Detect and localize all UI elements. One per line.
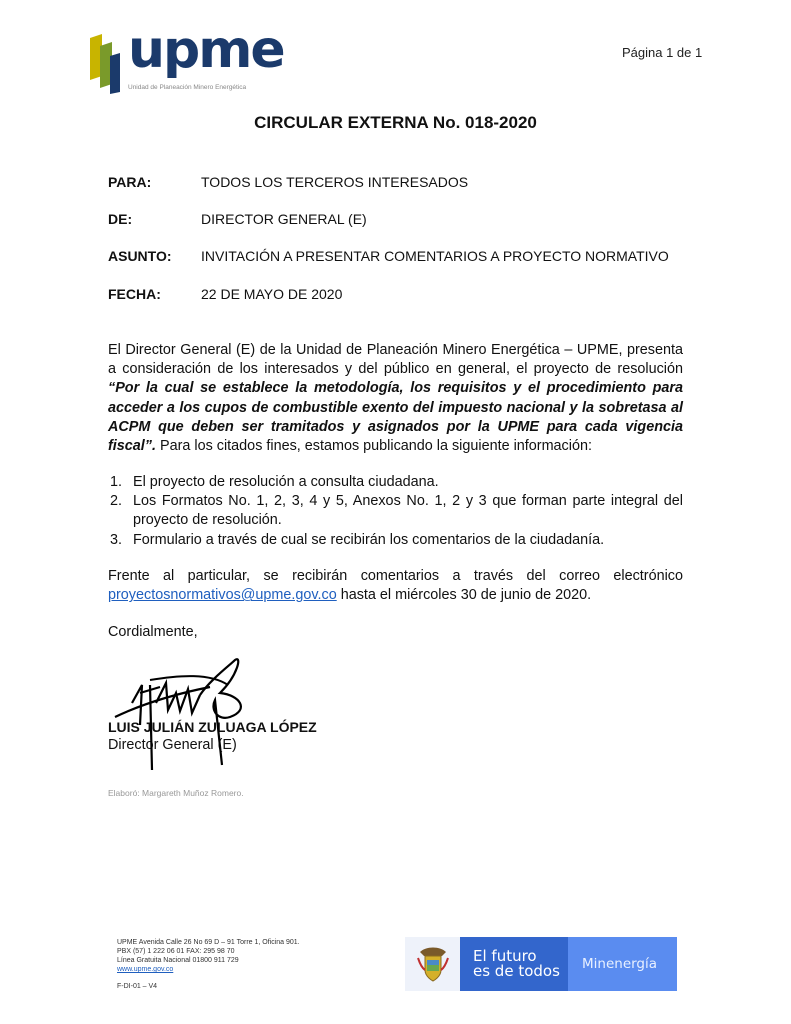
field-label: PARA: <box>108 174 152 190</box>
field-label: FECHA: <box>108 286 161 302</box>
footer-address: UPME Avenida Calle 26 No 69 D – 91 Torre 1, Oficina 901. <box>117 939 300 946</box>
colombia-coat-of-arms-icon <box>405 937 460 991</box>
list-item <box>108 492 683 530</box>
government-banner <box>405 937 677 991</box>
footer-contact <box>117 938 300 974</box>
upme-logo-word: upme <box>128 20 284 80</box>
field-value: 22 DE MAYO DE 2020 <box>201 286 343 302</box>
list-item <box>108 473 683 492</box>
field-para <box>108 174 468 190</box>
slogan-line-1: El futuro <box>473 947 537 965</box>
field-label: ASUNTO: <box>108 248 172 264</box>
upme-logo-subtitle: Unidad de Planeación Minero Energética <box>128 84 247 91</box>
upme-logo-mark-icon <box>88 28 128 94</box>
list-item <box>108 531 683 550</box>
field-value: TODOS LOS TERCEROS INTERESADOS <box>201 174 469 190</box>
email-link[interactable]: proyectosnormativos@upme.gov.co <box>108 587 337 604</box>
closing-text: Frente al particular, se recibirán comentarios a través del correo electrónico <box>108 568 683 584</box>
list-item-text: Los Formatos No. 1, 2, 3, 4 y 5, Anexos No. 1, 2 y 3 que forman parte integral del proyecto de resolución. <box>133 493 683 529</box>
field-value: DIRECTOR GENERAL (E) <box>201 211 367 227</box>
footer-phone: PBX (57) 1 222 06 01 FAX: 295 98 70 <box>117 948 235 955</box>
ministry-name: Minenergía <box>568 937 677 991</box>
closing-paragraph <box>108 567 683 605</box>
resolution-title: “Por la cual se establece la metodología, los requisitos y el procedimiento para acceder a los cupos de combustible exento del impuesto nacional y la sobretasa al ACPM que deben ser tramitados y asignados por la UPME para cada vigencia fiscal”. <box>108 380 683 455</box>
field-fecha <box>108 286 342 302</box>
upme-logo <box>88 20 284 94</box>
intro-text: El Director General (E) de la Unidad de Planeación Minero Energética – UPME, presenta a consideración de los interesados y del público en general, el proyecto de resolución <box>108 342 683 378</box>
signer-name: LUIS JULIÁN ZULUAGA LÓPEZ <box>108 719 317 735</box>
field-asunto <box>108 248 669 264</box>
intro-tail: Para los citados fines, estamos publicando la siguiente información: <box>156 438 592 455</box>
footer-website-link[interactable]: www.upme.gov.co <box>117 966 174 973</box>
intro-paragraph <box>108 341 683 456</box>
field-value: INVITACIÓN A PRESENTAR COMENTARIOS A PROYECTO NORMATIVO <box>201 248 669 264</box>
list-item-number: 3. <box>110 531 123 548</box>
handwritten-signature-icon <box>110 655 260 775</box>
form-code: F-DI-01 – V4 <box>117 983 158 990</box>
document-title: CIRCULAR EXTERNA No. 018-2020 <box>254 113 537 132</box>
list-item-text: Formulario a través de cual se recibirán los comentarios de la ciudadanía. <box>133 531 605 548</box>
list-item-text: El proyecto de resolución a consulta ciudadana. <box>133 474 439 490</box>
signer-role: Director General (E) <box>108 737 237 753</box>
slogan-line-2: es de todos <box>473 962 560 980</box>
list-item-number: 1. <box>110 474 123 490</box>
page-indicator: Página 1 de 1 <box>622 45 703 60</box>
prepared-by: Elaboró: Margareth Muñoz Romero. <box>108 788 244 798</box>
list-item-number: 2. <box>110 493 123 510</box>
field-label: DE: <box>108 211 133 227</box>
footer-toll-free: Línea Gratuita Nacional 01800 911 729 <box>117 957 239 964</box>
government-slogan <box>460 937 568 991</box>
greeting: Cordialmente, <box>108 624 198 640</box>
published-items-list <box>108 473 683 550</box>
closing-tail: hasta el miércoles 30 de junio de 2020. <box>336 587 592 604</box>
field-de <box>108 211 367 227</box>
